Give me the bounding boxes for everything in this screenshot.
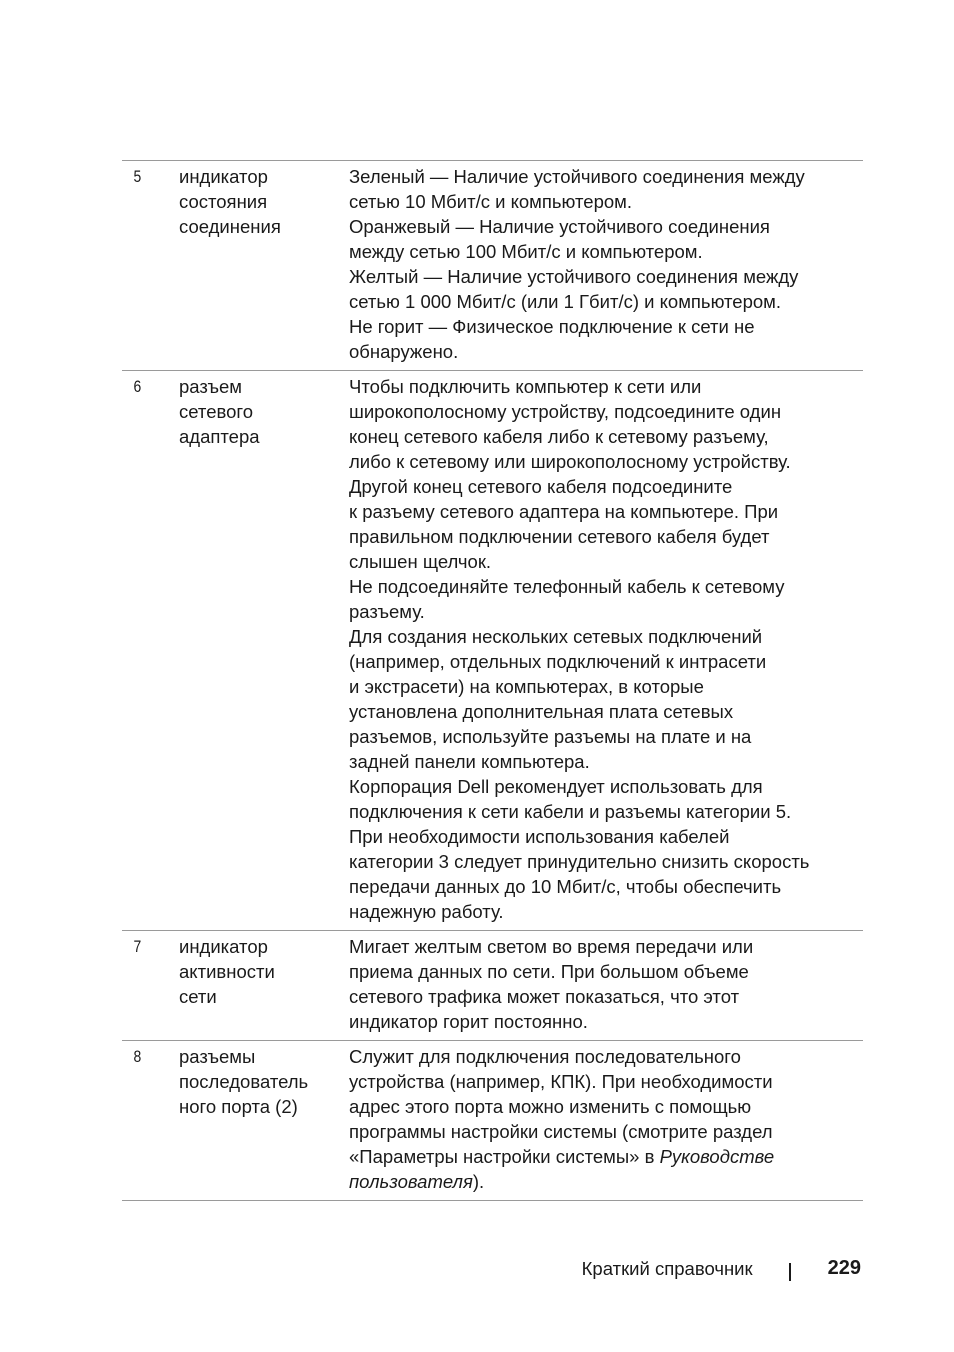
- table-row: [122, 1041, 863, 1201]
- component-name: разъемы последователь ного порта (2): [179, 1046, 309, 1117]
- component-name: индикатор состояния соединения: [179, 166, 281, 237]
- row-number: 5: [133, 167, 142, 186]
- description-line-with-reference: «Параметры настройки системы» в Руководстве: [349, 1146, 775, 1167]
- footer-separator: [789, 1263, 791, 1281]
- page-number: 229: [827, 1257, 861, 1279]
- row-number: 7: [133, 937, 142, 956]
- table-row: [122, 931, 863, 1041]
- section-title: Краткий справочник: [581, 1258, 753, 1279]
- component-description: Зеленый — Наличие устойчивого соединения между сетью 10 Мбит/с и компьютером. Оранжевый — Наличие устойчивого соединения между сетью 100 Мбит/с и компьютером. Желтый — Наличие устойчивого соединения между сетью 1 000 Мбит/с (или 1 Гбит/с) и компьютером. Не горит — Физическое подключение к сети не обнаружено.: [349, 166, 805, 362]
- component-description: Служит для подключения последовательного устройства (например, КПК). При необходимости адрес этого порта можно изменить с помощью программы настройки системы (смотрите раздел «Параметры настройки системы» в Руководстве пользователя).: [349, 1044, 863, 1194]
- row-number: 8: [133, 1047, 142, 1066]
- table-row: [122, 371, 863, 931]
- component-name: индикатор активности сети: [179, 936, 275, 1007]
- component-description: Чтобы подключить компьютер к сети или широкополосному устройству, подсоедините один конец сетевого кабеля либо к сетевому разъему, либо к сетевому или широкополосному устройству. Другой конец сетевого кабеля подсоедините к разъему сетевого адаптера на компьютере. При правильном подключении сетевого кабеля будет слышен щелчок. Не подсоединяйте телефонный кабель к сетевому разъему. Для создания нескольких сетевых подключений (например, отдельных подключений к интрасети и экстрасети) на компьютерах, в которые установлена дополнительная плата сетевых разъемов, используйте разъемы на плате и на задней панели компьютера. Корпорация Dell рекомендует использовать для подключения к сети кабели и разъемы категории 5. При необходимости использования кабелей категории 3 следует принудительно снизить скорость передачи данных до 10 Мбит/с, чтобы обеспечить надежную работу.: [349, 376, 810, 922]
- page-footer: [582, 1256, 861, 1281]
- row-number: 6: [133, 377, 142, 396]
- manual-title-part: пользователя: [349, 1171, 473, 1192]
- table-row: [122, 161, 863, 371]
- component-name: разъем сетевого адаптера: [179, 376, 260, 447]
- manual-title-part: Руководстве: [659, 1146, 775, 1167]
- description-line-with-reference: пользователя).: [349, 1171, 485, 1192]
- component-description: Мигает желтым светом во время передачи или приема данных по сети. При большом объеме сетевого трафика может показаться, что этот индикатор горит постоянно.: [349, 936, 754, 1032]
- component-table: [122, 160, 863, 1201]
